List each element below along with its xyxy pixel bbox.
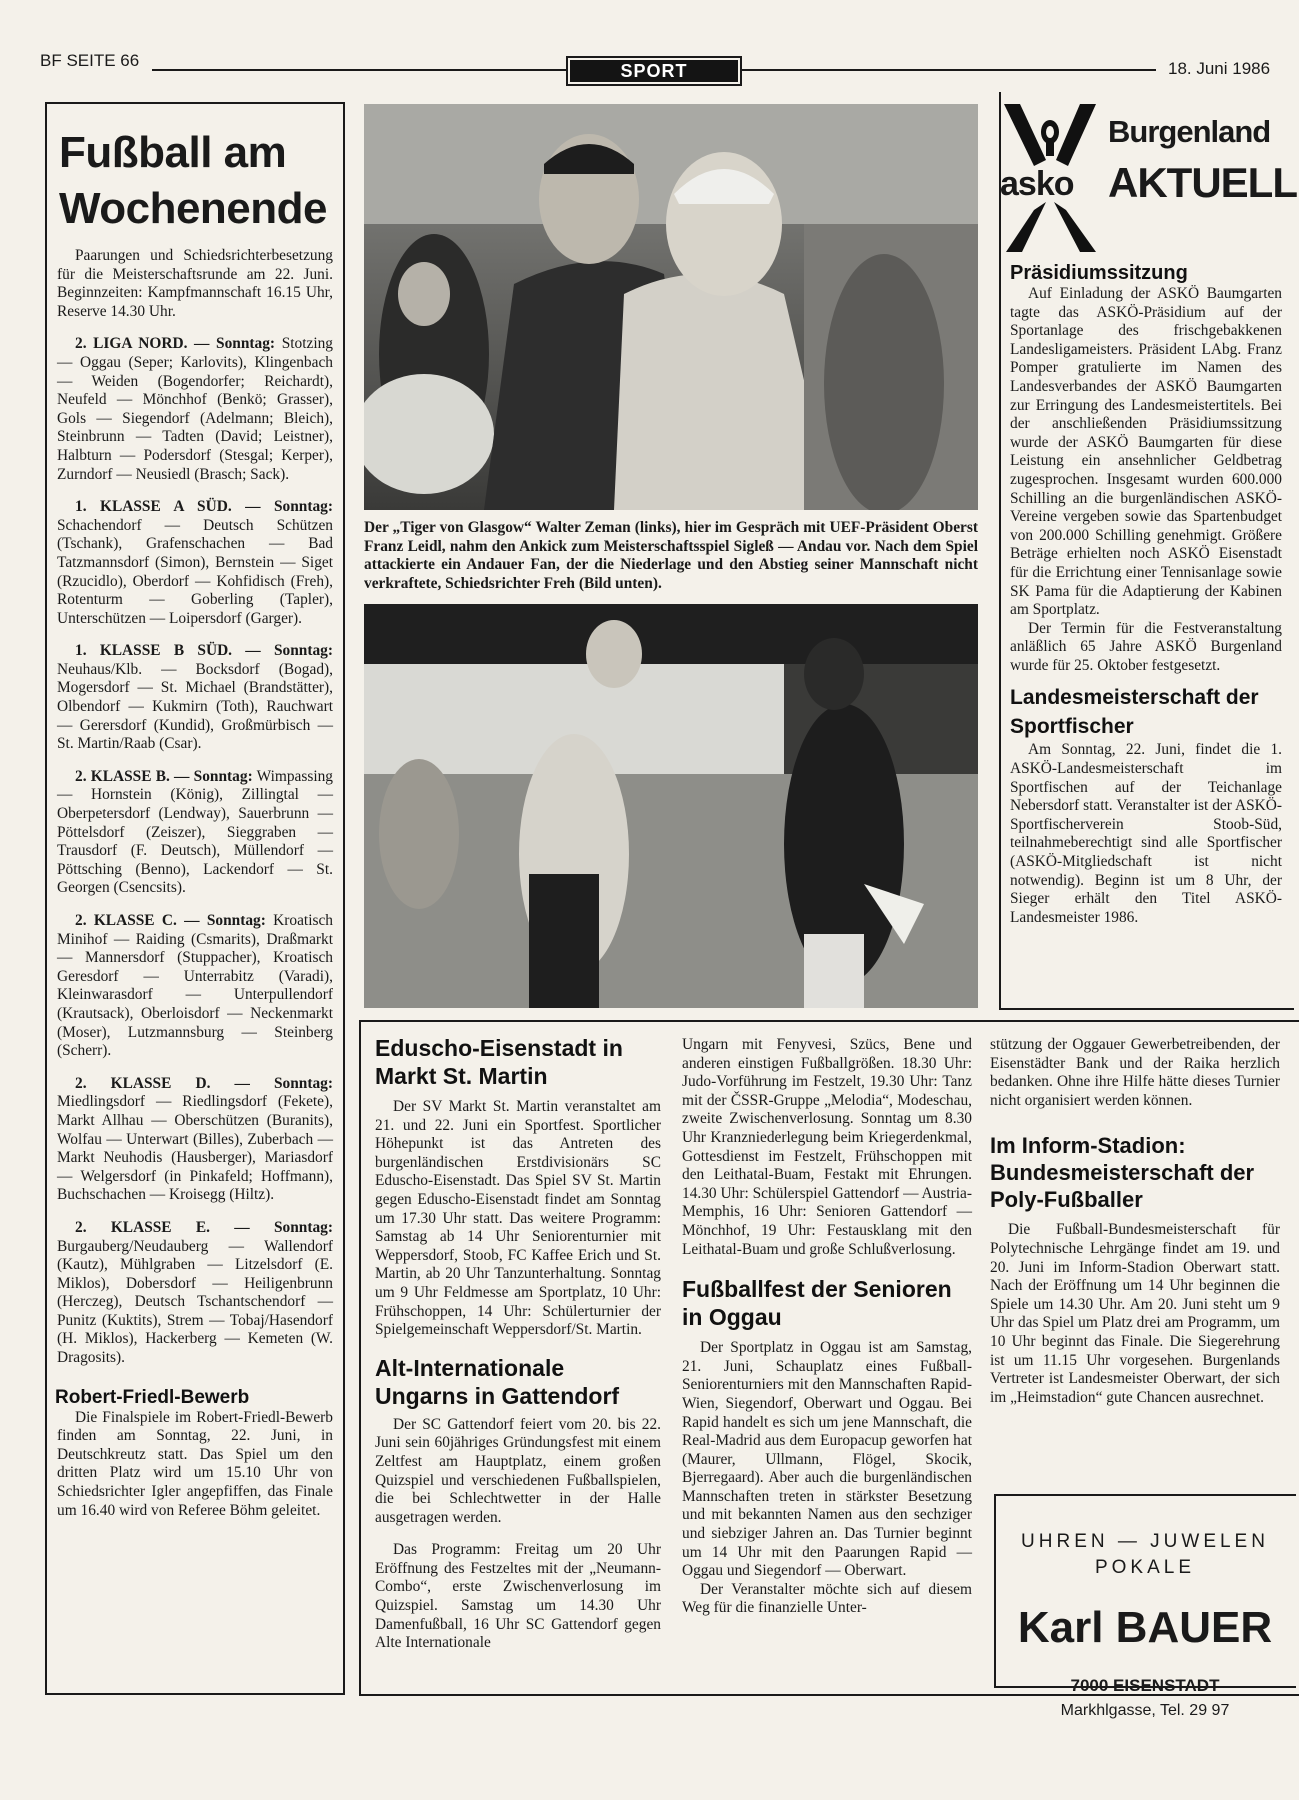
ad-box bbox=[994, 1494, 1296, 1688]
askoe-logo-text: asko bbox=[1000, 165, 1074, 203]
league-block-7: 2. KLASSE E. — Sonntag: Burgauberg/Neudauberg — Wallendorf (Kautz), Mühlgraben — Litzelsdorf (E. Miklos), Dobersdorf — Heiligenbrunn (Herczeg), Deutsch Tschantschendorf — Punitz (Kuktits), Strem — Tobaj/Hasendorf (H. Miklos), Hackerberg — Kemeten (W. Dragosits). bbox=[57, 1218, 333, 1367]
league-block-1: 2. LIGA NORD. — Sonntag: Stotzing — Oggau (Seper; Karlovits), Klingenbach — Weiden (Bogendorfer; Reichardt), Neufeld — Mönchhof (Benkö; Grasser), Gols — Siegendorf (Adelmann; Bleich), Steinbrunn — Tadten (David; Leistner), Halbturn — Podersdorf (Stesgal; Kerper), Zurndorf — Neusiedl (Brasch; Sack). bbox=[57, 335, 333, 483]
burgenland-title: Burgenland bbox=[1108, 114, 1271, 149]
league-block-3: 1. KLASSE B SÜD. — Sonntag: Neuhaus/Klb. — Bocksdorf (Bogad), Mogersdorf — St. Michael (Brandstätter), Olbendorf — Kukmirn (Toth), Rauchwart — Gerersdorf (Kundid), Großmürbisch — St. Martin/Raab (Csar). bbox=[57, 642, 333, 753]
gattendorf-text-2: Das Programm: Freitag um 20 Uhr Eröffnung des Festzeltes mit der „Neumann-Combo“, erste Zwischenverlosung im Quizspiel. Samstag um 14.30 Uhr Damenfußball, 16 Uhr SC Gattendorf gegen Alte Internationale bbox=[375, 1541, 661, 1652]
gattendorf-heading: Alt-Internationale Ungarns in Gattendorf bbox=[375, 1354, 620, 1409]
ad-line-1: UHREN — JUWELEN bbox=[1021, 1531, 1269, 1552]
friedl-heading: Robert-Friedl-Bewerb bbox=[55, 1386, 250, 1408]
articles-col-2 bbox=[682, 1036, 972, 1632]
issue-date: 18. Juni 1986 bbox=[1168, 59, 1271, 78]
sportfischer-text: Am Sonntag, 22. Juni, findet die 1. ASKÖ-Landesmeisterschaft im Sportfischen auf der Teichanlage Nebersdorf statt. Veranstalter ist der ASKÖ-Sportfischerverein Stoob-Süd, teilnahmeberechtigt sind alle Sportfischer (ASKÖ-Mitgliedschaft ist nicht notwendig). Beginn ist um 8 Uhr, der Sieger erhält den Titel ASKÖ-Landesmeister 1986. bbox=[1010, 741, 1282, 926]
inform-heading: Im Inform-Stadion: Bundesmeisterschaft der Poly-Fußballer bbox=[990, 1133, 1255, 1213]
askoe-column bbox=[1010, 262, 1282, 941]
friedl-text: Die Finalspiele im Robert-Friedl-Bewerb finden am Sonntag, 22. Juni, in Deutschkreutz statt. Das Spiel um den dritten Platz wird um 15.10 Uhr von Schiedsrichter Igler angepfiffen, das Finale um 16.40 wird von Referee Böhm geleitet. bbox=[57, 1408, 333, 1519]
league-block-5: 2. KLASSE C. — Sonntag: Kroatisch Minihof — Raiding (Csmarits), Draßmarkt — Mannersdorf (Stuppacher), Kroatisch Geresdorf — Unterrabitz (Varadi), Kleinwarasdorf — Unterpullendorf (Krautsack), Oberloisdorf — Neckenmarkt (Moser), Lutzmannsburg — Steinberg (Scherr). bbox=[57, 912, 333, 1060]
photo-caption: Der „Tiger von Glasgow“ Walter Zeman (links), hier im Gespräch mit UEF-Präsident Oberst Franz Leidl, nahm den Ankick zum Meisterschaftsspiel Sigleß — Andau vor. Nach dem Spiel attackierte ein Andauer Fan, der die Niederlage und den Abstieg seiner Mannschaft nicht verkraftete, Schiedsrichter Freh (Bild unten). bbox=[364, 519, 978, 592]
left-column bbox=[57, 125, 333, 1534]
gattendorf-text-cont: Ungarn mit Fenyvesi, Szücs, Bene und anderen einstigen Fußballgrößen. 18.30 Uhr: Judo-Vorführung im Festzelt, 19.30 Uhr: Tanz mit der ČSSR-Gruppe „Melodia“, Modeschau, zweite Zwischenverlosung. Sonntag um 8.30 Uhr Kranzniederlegung beim Kriegerdenkmal, Gottesdienst im Festzelt, Frühschoppen mit den Leithatal-Buam, Festakt mit Ehrungen. 14.30 Uhr: Schülerspiel Gattendorf — Austria-Memphis, 16 Uhr: Senioren Gattendorf — Mönchhof, 19 Uhr: Festausklang mit den Leithatal-Buam und große Schlußverlosung. bbox=[682, 1036, 972, 1258]
eduscho-text: Der SV Markt St. Martin veranstaltet am 21. und 22. Juni ein Sportfest. Sportlicher Höhepunkt ist das Antreten des burgenländischen Erstdivisionärs SC Eduscho-Eisenstadt. Das Spiel SV St. Martin gegen Eduscho-Eisenstadt findet am Sonntag um 17.30 Uhr statt. Das weitere Programm: Samstag ab 14 Uhr Seniorenturnier mit Weppersdorf, Stoob, FC Kaffee Erich und St. Martin, ab 20 Uhr Tanzunterhaltung. Sonntag um 9 Uhr Feldmesse am Sportplatz, 10 Uhr: Frühschoppen, 14 Uhr: Schülerturnier der Spielgemeinschaft Weppersdorf/St. Martin. bbox=[375, 1098, 661, 1339]
top-photo bbox=[364, 104, 978, 510]
league-block-6: 2. KLASSE D. — Sonntag: Miedlingsdorf — Riedlingsdorf (Fekete), Markt Allhau — Oberschützen (Buranits), Wolfau — Unterwart (Billes), Zuberbach — Markt Neuhodis (Hausberger), Mariasdorf — Welgersdorf (in Pinkafeld; Hoffmann), Buchschachen — Kroisegg (Hiltz). bbox=[57, 1074, 333, 1204]
league-block-2: 1. KLASSE A SÜD. — Sonntag: Schachendorf — Deutsch Schützen (Tschank), Grafenschachen — Bad Tatzmannsdorf (Simon), Bernstein — Siget (Rzucidlo), Oberdorf — Kohfidisch (Freh), Rotenturm — Goberling (Tapler), Unterschützen — Loipersdorf (Garger). bbox=[57, 498, 333, 627]
top-photo-image bbox=[364, 104, 978, 510]
page-number: BF SEITE 66 bbox=[40, 51, 140, 70]
inform-text: Die Fußball-Bundesmeisterschaft für Polytechnische Lehrgänge findet am 19. und 20. Juni im Inform-Stadion Oberwart statt. Nach der Eröffnung um 14 Uhr beginnen die Spiele um 14.30 Uhr. Am 20. Juni steht um 9 Uhr das Spiel um Platz drei am Programm, um 10 Uhr beginnt das Finale. Die Siegerehrung ist um 11.15 Uhr vorgesehen. Burgenlands Vertreter ist Landesmeister Oberwart, der sich im „Heimstadion“ gute Chancen ausrechnet. bbox=[990, 1221, 1280, 1406]
header-rule-right bbox=[742, 69, 1156, 71]
ad-line-2: POKALE bbox=[1094, 1557, 1196, 1578]
bottom-photo-image bbox=[364, 604, 978, 1008]
ad-address: Markhlgasse, Tel. 29 97 bbox=[1060, 1702, 1230, 1719]
oggau-text-cont: stützung der Oggauer Gewerbetreibenden, der Eisenstädter Bank und der Raika herzlich bedanken. Ohne ihre Hilfe hätte dieses Turnier nicht organisiert werden können. bbox=[990, 1036, 1280, 1109]
oggau-text-1: Der Sportplatz in Oggau ist am Samstag, 21. Juni, Schauplatz eines Fußball-Seniorenturniers mit den Mannschaften Rapid-Wien, Siegendorf, Oberwart und Oggau. Bei Rapid handelt es sich um jene Mannschaft, die Real-Madrid aus dem Europacup geworfen hat (Maurer, Ullmann, Flögel, Skocik, Bjerregaard). Aber auch die burgenländischen Mannschaften treten in stärkster Besetzung und mit bekannten Namen aus den sechziger und siebziger Jahren an. Das Turnier beginnt um 14 Uhr mit den Paarungen Rapid — Oggau und Siegendorf — Oberwart. bbox=[682, 1339, 972, 1580]
praesidium-heading: Präsidiumssitzung bbox=[1010, 262, 1188, 284]
gattendorf-text-1: Der SC Gattendorf feiert vom 20. bis 22. Juni sein 60jähriges Gründungsfest mit einem Zeltfest am Hauptplatz, einem großen Quizspiel und verschiedenen Fußballspielen, die bei Schlechtwetter in der Halle ausgetragen werden. bbox=[375, 1415, 661, 1526]
articles-col-1 bbox=[375, 1034, 661, 1667]
oggau-heading: Fußballfest der Senioren in Oggau bbox=[682, 1276, 952, 1331]
header-rule-left bbox=[152, 69, 566, 71]
aktuell-title: AKTUELL bbox=[1108, 159, 1297, 206]
bottom-photo bbox=[364, 604, 978, 1008]
praesidium-text-1: Auf Einladung der ASKÖ Baumgarten tagte das ASKÖ-Präsidium auf der Sportanlage des frischgebakkenen Landesligameisters. Präsident LAbg. Franz Pomper gratulierte im Namen des Landesverbandes der ASKÖ Baumgarten zur Erringung des Landesmeistertitels. Bei der anschließenden Präsidiumssitzung wurde der ASKÖ Baumgarten für diese Leistung ein ansehnlicher Geldbetrag zugesprochen. Insgesamt wurden 600.000 Schilling an die burgenländischen ASKÖ-Vereine vergeben sowie das Spartenbudget von 200.000 Schilling genehmigt. Größere Beträge erhielten noch ASKÖ Eisenstadt für die Errichtung einer Tennisanlage sowie SK Pama für die Adaptierung der Kabinen am Sportplatz. bbox=[1010, 285, 1282, 619]
praesidium-text-2: Der Termin für die Festveranstaltung anläßlich 65 Jahre ASKÖ Burgenland wurde für 25. Oktober festgesetzt. bbox=[1010, 619, 1282, 674]
oggau-text-2: Der Veranstalter möchte sich auf diesem Weg für die finanzielle Unter- bbox=[682, 1580, 972, 1617]
ad-city: 7000 EISENSTADT bbox=[1070, 1676, 1220, 1695]
section-label: SPORT bbox=[566, 56, 742, 86]
articles-col-3 bbox=[990, 1036, 1280, 1421]
ad-name: Karl BAUER bbox=[1017, 1603, 1273, 1652]
intro-text: Paarungen und Schiedsrichterbesetzung für die Meisterschaftsrunde am 22. Juni. Beginnzeiten: Kampfmannschaft 16.15 Uhr, Reserve 14.30 Uhr. bbox=[57, 247, 333, 320]
eduscho-heading: Eduscho-Eisenstadt in Markt St. Martin bbox=[375, 1035, 623, 1089]
main-title: Fußball am Wochenende bbox=[59, 128, 328, 233]
sportfischer-heading: Landesmeisterschaft der Sportfischer bbox=[1010, 686, 1259, 739]
league-block-4: 2. KLASSE B. — Sonntag: Wimpassing — Hornstein (König), Zillingtal — Oberpetersdorf (Lendway), Sauerbrunn — Pöttelsdorf (Zeiszer), Sieggraben — Trausdorf (F. Deutsch), Müllendorf — Pöttsching (Benno), Lackendorf — St. Georgen (Csencsits). bbox=[57, 767, 333, 897]
